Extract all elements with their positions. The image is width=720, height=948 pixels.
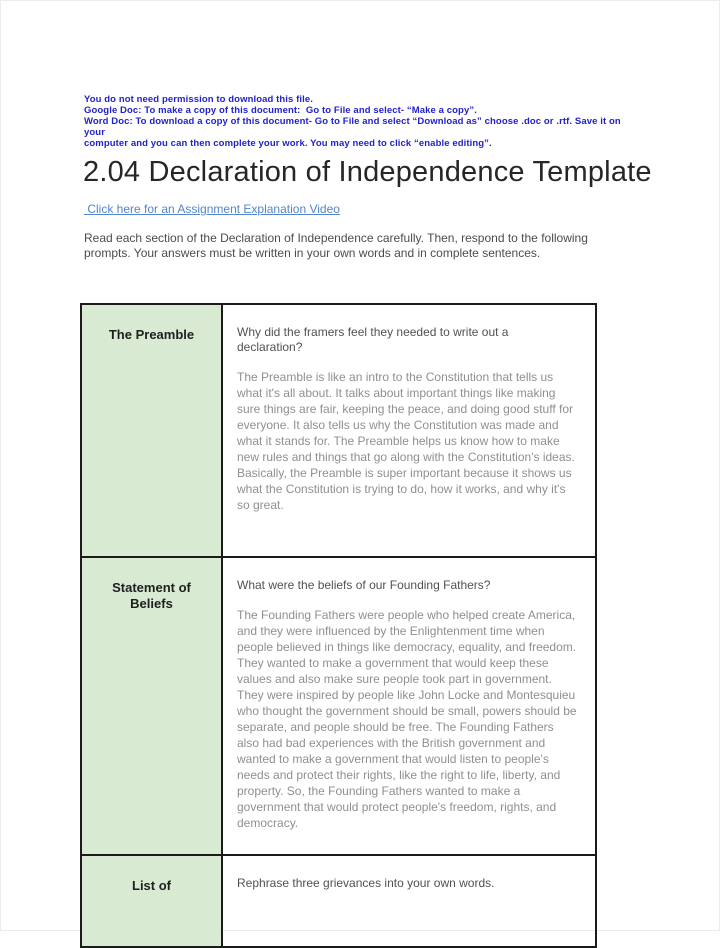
row-content-preamble (222, 304, 596, 557)
assignment-video-link[interactable]: Click here for an Assignment Explanation Video (84, 202, 340, 216)
row-label-preamble: The Preamble (81, 304, 222, 557)
question-text: Why did the framers feel they needed to write out a declaration? (237, 325, 509, 354)
table-row (81, 304, 596, 557)
row-content-list-of (222, 855, 596, 947)
table-row (81, 557, 596, 855)
row-label-statement-of-beliefs: Statement of Beliefs (81, 557, 222, 855)
intro-paragraph: Read each section of the Declaration of Independence carefully. Then, respond to the following prompts. Your answers must be written in your own words and in complete sentences. (84, 231, 588, 260)
notice-line: You do not need permission to download this file. (84, 94, 314, 105)
table-row (81, 855, 596, 947)
answer-text: The Preamble is like an intro to the Constitution that tells us what it's all about. It talks about important things like making sure things are fair, keeping the peace, and doing good stuff for everyone. It also tells us why the Constitution was made and what it stands for. The Preamble helps us know how to make new rules and things that go along with the Constitution's ideas. Basically, the Preamble is super important because it shows us what the Constitution is trying to do, how it works, and why it's so great. (237, 370, 575, 512)
page-title: 2.04 Declaration of Independence Template (83, 156, 652, 188)
assignment-table (80, 303, 597, 948)
notice-line: computer and you can then complete your work. You may need to click “enable editing”. (84, 138, 492, 149)
question-text: What were the beliefs of our Founding Fathers? (237, 578, 491, 592)
row-label-list-of: List of (81, 855, 222, 947)
download-instructions (84, 94, 644, 149)
answer-text: The Founding Fathers were people who helped create America, and they were influenced by the Enlightenment time when people believed in things like democracy, equality, and freedom. They wanted to make a government that would keep these values and also make sure people took part in government. They were inspired by people like John Locke and Montesquieu who thought the government should be small, powers should be separate, and people should be free. The Founding Fathers also had bad experiences with the British government and wanted to make a government that would listen to people's needs and protect their rights, like the right to life, liberty, and property. So, the Founding Fathers wanted to make a government that would protect people's freedom, rights, and democracy. (237, 608, 577, 830)
question-text: Rephrase three grievances into your own words. (237, 876, 495, 890)
notice-line: Google Doc: To make a copy of this document: Go to File and select- “Make a copy”. (84, 105, 477, 116)
row-content-statement-of-beliefs (222, 557, 596, 855)
notice-line: Word Doc: To download a copy of this document- Go to File and select “Download as” choose .doc or .rtf. Save it on your (84, 116, 624, 138)
